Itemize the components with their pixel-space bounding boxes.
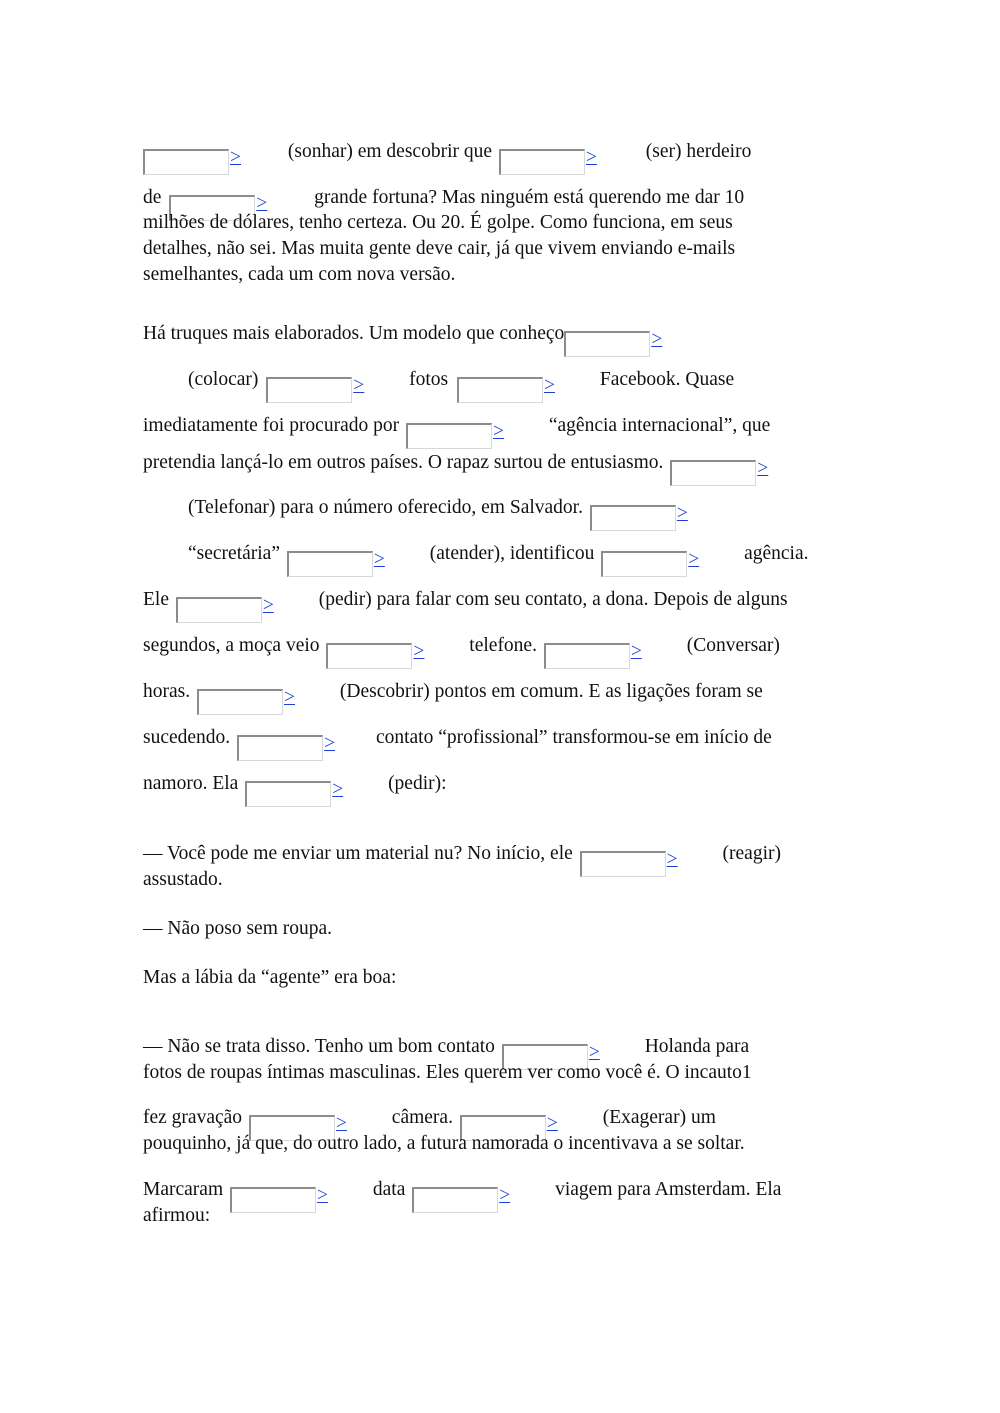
text-span: Ele xyxy=(143,589,169,610)
text-line-22: fotos de roupas íntimas masculinas. Eles querem ver como você é. O incauto1 xyxy=(143,1062,752,1083)
hint-link-4[interactable]: > xyxy=(651,329,663,350)
text-line-10 xyxy=(188,495,688,524)
text-span: (colocar) xyxy=(188,369,259,390)
text-span: (ser) herdeiro xyxy=(645,141,752,162)
text-span: (Telefonar) para o número oferecido, em Salvador. xyxy=(188,497,583,518)
text-line-14 xyxy=(143,679,763,708)
text-span: de xyxy=(143,187,162,208)
blank-input-17[interactable] xyxy=(245,781,331,807)
text-span: contato “profissional” transformou-se em início de xyxy=(375,727,772,748)
blank-input-8[interactable] xyxy=(670,460,756,486)
text-line-17 xyxy=(143,841,781,870)
blank-input-16[interactable] xyxy=(237,735,323,761)
text-line-21 xyxy=(143,1034,750,1063)
hint-link-1[interactable]: > xyxy=(230,147,241,168)
blank-input-22[interactable] xyxy=(230,1187,316,1213)
text-span: — Você pode me enviar um material nu? No início, ele xyxy=(143,843,573,864)
text-span: agência. xyxy=(744,543,809,564)
text-span: Facebook. Quase xyxy=(599,369,735,390)
hint-link-8[interactable]: > xyxy=(757,458,769,479)
hint-link-22[interactable]: > xyxy=(317,1185,328,1206)
hint-link-17[interactable]: > xyxy=(332,779,344,800)
text-span: fez gravação xyxy=(143,1107,243,1128)
hint-link-7[interactable]: > xyxy=(492,421,504,442)
blank-input-4[interactable] xyxy=(564,331,650,357)
text-span: “secretária” xyxy=(188,543,280,564)
hint-link-11[interactable]: > xyxy=(688,549,700,570)
blank-input-1[interactable] xyxy=(143,149,229,175)
blank-input-14[interactable] xyxy=(544,643,630,669)
text-span: (Exagerar) um xyxy=(602,1107,716,1128)
text-line-18: assustado. xyxy=(143,869,223,890)
hint-link-19[interactable]: > xyxy=(588,1042,600,1063)
blank-input-9[interactable] xyxy=(590,505,676,531)
hint-link-21[interactable]: > xyxy=(546,1113,558,1134)
text-line-7 xyxy=(188,367,735,396)
text-span: imediatamente foi procurado por xyxy=(143,415,400,436)
text-line-19: — Não poso sem roupa. xyxy=(143,918,333,939)
text-span: câmera. xyxy=(391,1107,453,1128)
blank-input-11[interactable] xyxy=(601,551,687,577)
text-span: sucedendo. xyxy=(143,727,231,748)
blank-input-13[interactable] xyxy=(326,643,412,669)
text-span: horas. xyxy=(143,681,191,702)
hint-link-14[interactable]: > xyxy=(630,641,642,662)
blank-input-12[interactable] xyxy=(176,597,262,623)
text-line-5: semelhantes, cada um com nova versão. xyxy=(143,264,456,285)
text-line-23 xyxy=(143,1105,716,1134)
text-line-15 xyxy=(143,725,772,754)
text-line-26: afirmou: xyxy=(143,1205,211,1226)
text-span: (Conversar) xyxy=(686,635,780,656)
hint-link-10[interactable]: > xyxy=(373,549,385,570)
text-line-13 xyxy=(143,633,780,662)
hint-link-3[interactable]: > xyxy=(256,193,268,214)
text-span: (pedir) para falar com seu contato, a dona. Depois de alguns xyxy=(318,589,788,610)
text-line-1 xyxy=(143,139,752,168)
text-line-8 xyxy=(143,413,771,442)
text-span: viagem para Amsterdam. Ela xyxy=(555,1179,782,1200)
text-line-12 xyxy=(143,587,788,616)
text-line-6 xyxy=(143,321,663,350)
hint-link-13[interactable]: > xyxy=(413,641,425,662)
blank-input-5[interactable] xyxy=(266,377,352,403)
text-span: namoro. Ela xyxy=(143,773,239,794)
blank-input-18[interactable] xyxy=(580,851,666,877)
hint-link-15[interactable]: > xyxy=(284,687,295,708)
blank-input-7[interactable] xyxy=(406,423,492,449)
text-span: pretendia lançá-lo em outros países. O rapaz surtou de entusiasmo. xyxy=(143,452,664,473)
text-span: data xyxy=(372,1179,406,1200)
text-line-24: pouquinho, já que, do outro lado, a futura namorada o incentivava a se soltar. xyxy=(143,1133,745,1154)
text-span: segundos, a moça veio xyxy=(143,635,320,656)
text-line-20: Mas a lábia da “agente” era boa: xyxy=(143,967,397,988)
text-span: (reagir) xyxy=(722,843,781,864)
text-line-25 xyxy=(143,1177,782,1206)
hint-link-9[interactable]: > xyxy=(676,503,688,524)
hint-link-6[interactable]: > xyxy=(544,375,555,396)
text-span: telefone. xyxy=(469,635,537,656)
text-span: (atender), identificou xyxy=(429,543,595,564)
text-line-16 xyxy=(143,771,447,800)
text-line-3: milhões de dólares, tenho certeza. Ou 20. É golpe. Como funciona, em seus xyxy=(143,212,733,233)
hint-link-5[interactable]: > xyxy=(353,375,365,396)
text-span: Há truques mais elaborados. Um modelo que conheço xyxy=(143,323,565,344)
blank-input-15[interactable] xyxy=(197,689,283,715)
blank-input-2[interactable] xyxy=(499,149,585,175)
text-span: (pedir): xyxy=(388,773,447,794)
text-line-9 xyxy=(143,450,769,479)
hint-link-12[interactable]: > xyxy=(262,595,274,616)
blank-input-10[interactable] xyxy=(287,551,373,577)
text-span: fotos xyxy=(409,369,449,390)
text-line-4: detalhes, não sei. Mas muita gente deve cair, já que vivem enviando e-mails xyxy=(143,238,736,259)
hint-link-18[interactable]: > xyxy=(666,849,678,870)
hint-link-23[interactable]: > xyxy=(499,1185,511,1206)
text-span: grande fortuna? Mas ninguém está querendo me dar 10 xyxy=(314,187,745,208)
text-span: Marcaram xyxy=(143,1179,224,1200)
text-line-2 xyxy=(143,185,745,214)
blank-input-6[interactable] xyxy=(457,377,543,403)
text-span: Holanda para xyxy=(644,1036,750,1057)
hint-link-16[interactable]: > xyxy=(324,733,336,754)
text-span: (Descobrir) pontos em comum. E as ligações foram se xyxy=(339,681,763,702)
hint-link-20[interactable]: > xyxy=(335,1113,347,1134)
text-span: — Não se trata disso. Tenho um bom contato xyxy=(143,1036,495,1057)
text-span: “agência internacional”, que xyxy=(548,415,771,436)
blank-input-23[interactable] xyxy=(412,1187,498,1213)
text-span: (sonhar) em descobrir que xyxy=(287,141,493,162)
text-line-11 xyxy=(188,541,809,570)
hint-link-2[interactable]: > xyxy=(585,147,597,168)
